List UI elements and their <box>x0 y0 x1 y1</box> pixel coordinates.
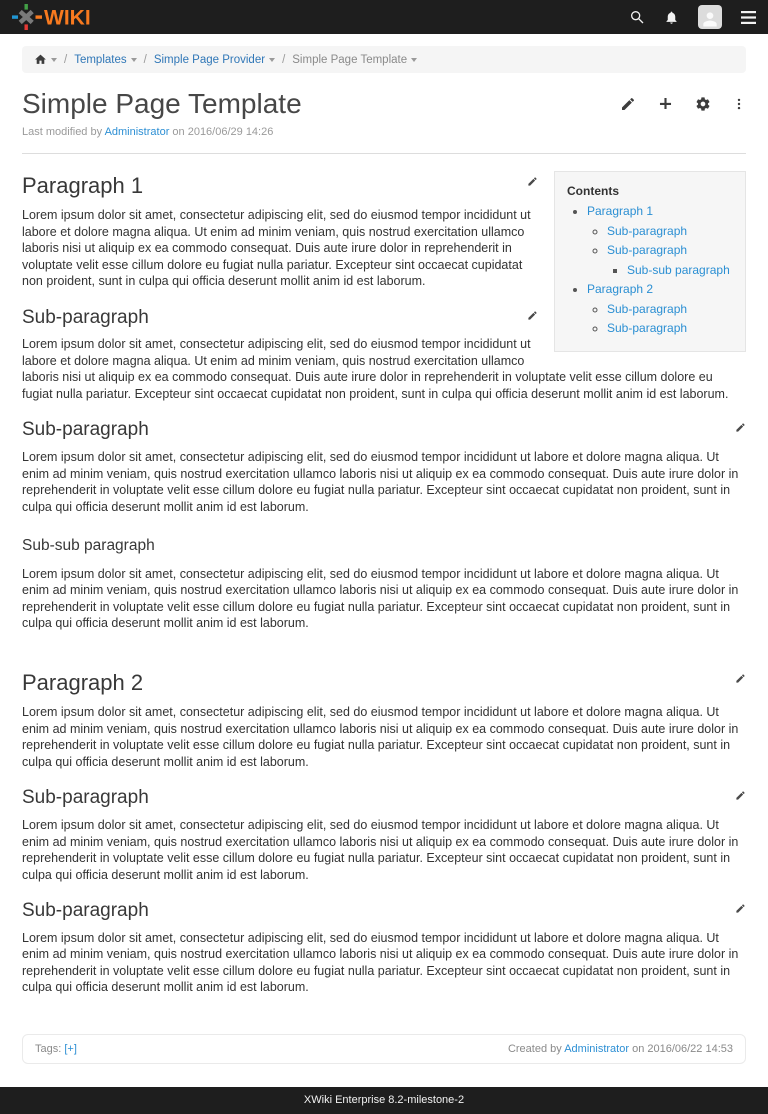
toc-item <box>607 222 737 241</box>
section-edit-pencil-icon[interactable] <box>735 422 746 433</box>
section-edit-pencil-icon[interactable] <box>735 673 746 684</box>
section-paragraph: Lorem ipsum dolor sit amet, consectetur adipiscing elit, sed do eiusmod tempor incididunt ut labore et dolore magna aliqua. Ut enim ad minim veniam, quis nostrud exercitation ullamco laboris nisi ut aliquip ex ea commodo consequat. Duis aute irure dolor in reprehenderit in voluptate velit esse cillum dolore eu fugiat nulla pariatur. Excepteur sint occaecat cupidatat non proident, sunt in culpa qui officia deserunt mollit anim id est laborum. <box>22 337 729 401</box>
toc-item <box>627 261 737 280</box>
chevron-down-icon <box>411 58 417 62</box>
navbar-icons <box>629 5 756 29</box>
section-heading-paragraph-2 <box>22 670 746 695</box>
toc-link-sub-paragraph[interactable]: Sub-paragraph <box>607 224 688 239</box>
toc-item <box>587 280 737 338</box>
section-paragraph: Lorem ipsum dolor sit amet, consectetur adipiscing elit, sed do eiusmod tempor incididunt ut labore et dolore magna aliqua. Ut enim ad minim veniam, quis nostrud exercitation ullamco laboris nisi ut aliquip ex ea commodo consequat. Duis aute irure dolor in reprehenderit in voluptate velit esse cillum dolore eu fugiat nulla pariatur. Excepteur sint occaecat cupidatat non proident, sunt in culpa qui officia deserunt mollit anim id est laborum. <box>22 566 739 631</box>
section-edit-pencil-icon[interactable] <box>527 310 538 321</box>
created-by: Created by Administrator on 2016/06/22 14:53 <box>507 1042 733 1055</box>
modified-by-link[interactable]: Administrator <box>104 125 170 138</box>
toc-link-paragraph-2[interactable]: Paragraph 2 <box>587 281 654 296</box>
document-content <box>0 154 768 1006</box>
settings-gear-icon[interactable] <box>695 96 711 112</box>
svg-text:WIKI: WIKI <box>44 6 91 30</box>
section-heading-sub-paragraph <box>22 900 746 922</box>
breadcrumb-item-current[interactable]: Simple Page Template <box>292 54 417 66</box>
toc-link-sub-paragraph[interactable]: Sub-paragraph <box>607 242 688 257</box>
toc-link-sub-paragraph[interactable]: Sub-paragraph <box>607 320 688 335</box>
toc-link-sub-sub-paragraph[interactable]: Sub-sub paragraph <box>627 263 730 278</box>
avatar[interactable] <box>698 5 722 29</box>
section-paragraph: Lorem ipsum dolor sit amet, consectetur adipiscing elit, sed do eiusmod tempor incididunt ut labore et dolore magna aliqua. Ut enim ad minim veniam, quis nostrud exercitation ullamco laboris nisi ut aliquip ex ea commodo consequat. Duis aute irure dolor in reprehenderit in voluptate velit esse cillum dolore eu fugiat nulla pariatur. Excepteur sint occaecat cupidatat non proident, sunt in culpa qui officia deserunt mollit anim id est laborum. <box>22 930 739 995</box>
bell-icon[interactable] <box>664 10 679 25</box>
last-modified: Last modified by Administrator on 2016/06/29 14:26 <box>22 125 274 138</box>
breadcrumb-separator: / <box>143 53 147 66</box>
toc-link-sub-paragraph[interactable]: Sub-paragraph <box>607 302 688 317</box>
breadcrumb-separator: / <box>282 53 286 66</box>
section-title: Paragraph 1 <box>22 172 144 198</box>
section-title: Sub-paragraph <box>22 306 149 328</box>
section-edit-pencil-icon[interactable] <box>735 790 746 801</box>
toc-title: Contents <box>567 183 619 198</box>
created-by-link[interactable]: Administrator <box>564 1042 630 1055</box>
page-title: Simple Page Template <box>22 88 302 119</box>
section-edit-pencil-icon[interactable] <box>527 176 538 187</box>
xwiki-logo[interactable] <box>12 4 100 30</box>
toc-item <box>607 319 737 338</box>
section-edit-pencil-icon[interactable] <box>735 903 746 914</box>
chevron-down-icon <box>131 58 137 62</box>
create-plus-icon[interactable] <box>657 95 674 112</box>
more-kebab-icon[interactable] <box>732 96 746 112</box>
section-paragraph: Lorem ipsum dolor sit amet, consectetur adipiscing elit, sed do eiusmod tempor incididunt ut labore et dolore magna aliqua. Ut enim ad minim veniam, quis nostrud exercitation ullamco laboris nisi ut aliquip ex ea commodo consequat. Duis aute irure dolor in reprehenderit in voluptate velit esse cillum dolore eu fugiat nulla pariatur. Excepteur sint occaecat cupidatat non proident, sunt in culpa qui officia deserunt mollit anim id est laborum. <box>22 450 739 514</box>
section-title: Paragraph 2 <box>22 669 144 695</box>
toc-item <box>607 241 737 280</box>
chevron-down-icon <box>269 58 275 62</box>
toc-item <box>607 300 737 319</box>
section-title: Sub-paragraph <box>22 419 149 441</box>
breadcrumb-item-simple-page-provider[interactable]: Simple Page Provider <box>154 54 275 66</box>
tags-label: Tags: <box>35 1042 62 1055</box>
edit-pencil-icon[interactable] <box>620 96 636 112</box>
search-icon[interactable] <box>629 9 645 25</box>
toc-item <box>587 202 737 280</box>
tags-area <box>35 1043 77 1055</box>
section-title: Sub-paragraph <box>22 900 149 922</box>
version-bar <box>0 1087 768 1114</box>
breadcrumb-separator: / <box>64 53 68 66</box>
section-heading-sub-paragraph <box>22 787 746 809</box>
person-icon <box>700 9 720 29</box>
section-paragraph: Lorem ipsum dolor sit amet, consectetur adipiscing elit, sed do eiusmod tempor incididunt ut labore et dolore magna aliqua. Ut enim ad minim veniam, quis nostrud exercitation ullamco laboris nisi ut aliquip ex ea commodo consequat. Duis aute irure dolor in reprehenderit in voluptate velit esse cillum dolore eu fugiat nulla pariatur. Excepteur sint occaecat cupidatat non proident, sunt in culpa qui officia deserunt mollit anim id est laborum. <box>22 208 531 289</box>
breadcrumb-home[interactable] <box>34 53 57 66</box>
section-title: Sub-sub paragraph <box>22 537 155 555</box>
breadcrumb-item-templates[interactable]: Templates <box>74 54 136 66</box>
toc-link-paragraph-1[interactable]: Paragraph 1 <box>587 203 654 218</box>
version-text: XWiki Enterprise 8.2-milestone-2 <box>303 1093 465 1106</box>
chevron-down-icon <box>51 58 57 62</box>
document-footer <box>22 1034 746 1064</box>
section-heading-sub-sub-paragraph <box>22 537 746 556</box>
page-header <box>0 73 768 138</box>
breadcrumb <box>22 46 746 73</box>
add-tag-button[interactable]: [+] <box>64 1042 77 1055</box>
section-paragraph: Lorem ipsum dolor sit amet, consectetur adipiscing elit, sed do eiusmod tempor incididunt ut labore et dolore magna aliqua. Ut enim ad minim veniam, quis nostrud exercitation ullamco laboris nisi ut aliquip ex ea commodo consequat. Duis aute irure dolor in reprehenderit in voluptate velit esse cillum dolore eu fugiat nulla pariatur. Excepteur sint occaecat cupidatat non proident, sunt in culpa qui officia deserunt mollit anim id est laborum. <box>22 705 739 769</box>
xwiki-logo-icon <box>12 4 100 30</box>
home-icon <box>34 53 47 66</box>
section-heading-sub-paragraph <box>22 419 746 441</box>
hamburger-icon[interactable] <box>741 11 756 24</box>
table-of-contents <box>554 171 746 352</box>
top-navbar <box>0 0 768 34</box>
section-title: Sub-paragraph <box>22 787 149 809</box>
page-actions <box>620 89 746 112</box>
section-paragraph: Lorem ipsum dolor sit amet, consectetur adipiscing elit, sed do eiusmod tempor incididunt ut labore et dolore magna aliqua. Ut enim ad minim veniam, quis nostrud exercitation ullamco laboris nisi ut aliquip ex ea commodo consequat. Duis aute irure dolor in reprehenderit in voluptate velit esse cillum dolore eu fugiat nulla pariatur. Excepteur sint occaecat cupidatat non proident, sunt in culpa qui officia deserunt mollit anim id est laborum. <box>22 818 739 882</box>
